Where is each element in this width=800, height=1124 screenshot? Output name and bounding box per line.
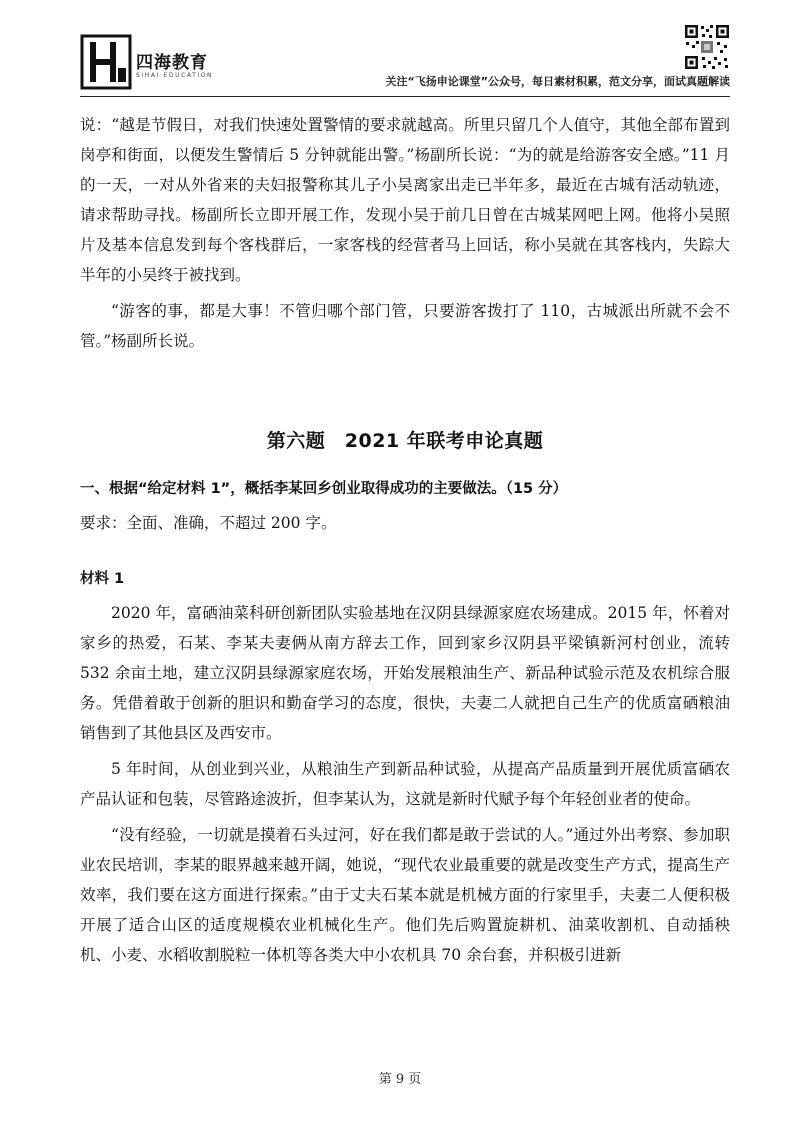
requirement-text: 要求：全面、准确，不超过 200 字。: [80, 514, 337, 532]
document-body: [80, 110, 730, 976]
section-title: 第六题 2021 年联考申论真题: [266, 430, 544, 452]
paragraph: 5 年时间，从创业到兴业，从粮油生产到新品种试验，从提高产品质量到开展优质富硒农产品认证和包装，尽管路途波折，但李某认为，这就是新时代赋予每个年轻创业者的使命。: [80, 760, 730, 808]
qr-code-icon: [684, 24, 730, 70]
material-label: 材料 1: [80, 571, 125, 587]
header-slogan: 关注“飞扬申论课堂”公众号，每日素材积累，范文分享，面试真题解读: [385, 75, 730, 88]
paragraph: 说：“越是节假日，对我们快速处置警情的要求就越高。所里只留几个人值守，其他全部布置到岗亭和街面，以便发生警情后 5 分钟就能出警。”杨副所长说：“为的就是给游客安全感。”11 月的一天，一对从外省来的夫妇报警称其儿子小吴离家出走已半年多，最近在古城有活动轨迹，请求帮助寻找。杨副所长立即开展工作，发现小吴于前几日曾在古城某网吧上网。他将小吴照片及基本信息发到每个客栈群后，一家客栈的经营者马上回话，称小吴就在其客栈内，失踪大半年的小吴终于被找到。: [80, 116, 730, 284]
sihai-logo-icon: [80, 34, 132, 90]
question-text: 一、根据“给定材料 1”，概括李某回乡创业取得成功的主要做法。（15 分）: [80, 481, 568, 497]
paragraph: “没有经验，一切就是摸着石头过河，好在我们都是敢于尝试的人。”通过外出考察、参加职业农民培训，李某的眼界越来越开阔，她说，“现代农业最重要的就是改变生产方式，提高生产效率，我们要在这方面进行探索。”由于丈夫石某本就是机械方面的行家里手，夫妻二人便积极开展了适合山区的适度规模农业机械化生产。他们先后购置旋耕机、油菜收割机、自动插秧机、小麦、水稻收割脱粒一体机等各类大中小农机具 70 余台套，并积极引进新: [80, 826, 730, 964]
paragraph: “游客的事，都是大事！不管归哪个部门管，只要游客拨打了 110，古城派出所就不会不管。”杨副所长说。: [80, 302, 730, 350]
page-number: 第 9 页: [378, 1072, 422, 1087]
page-header: [80, 28, 730, 97]
logo-subtitle: SIHAI EDUCATION: [136, 72, 214, 79]
paragraph: 2020 年，富硒油菜科研创新团队实验基地在汉阴县绿源家庭农场建成。2015 年，怀着对家乡的热爱，石某、李某夫妻俩从南方辞去工作，回到家乡汉阴县平梁镇新河村创业，流转 532 余亩土地，建立汉阴县绿源家庭农场，开始发展粮油生产、新品种试验示范及农机综合服务。凭借着敢于创新的胆识和勤奋学习的态度，很快，夫妻二人就把自己生产的优质富硒粮油销售到了其他县区及西安市。: [80, 604, 730, 742]
logo-text: 四海教育: [136, 53, 208, 73]
